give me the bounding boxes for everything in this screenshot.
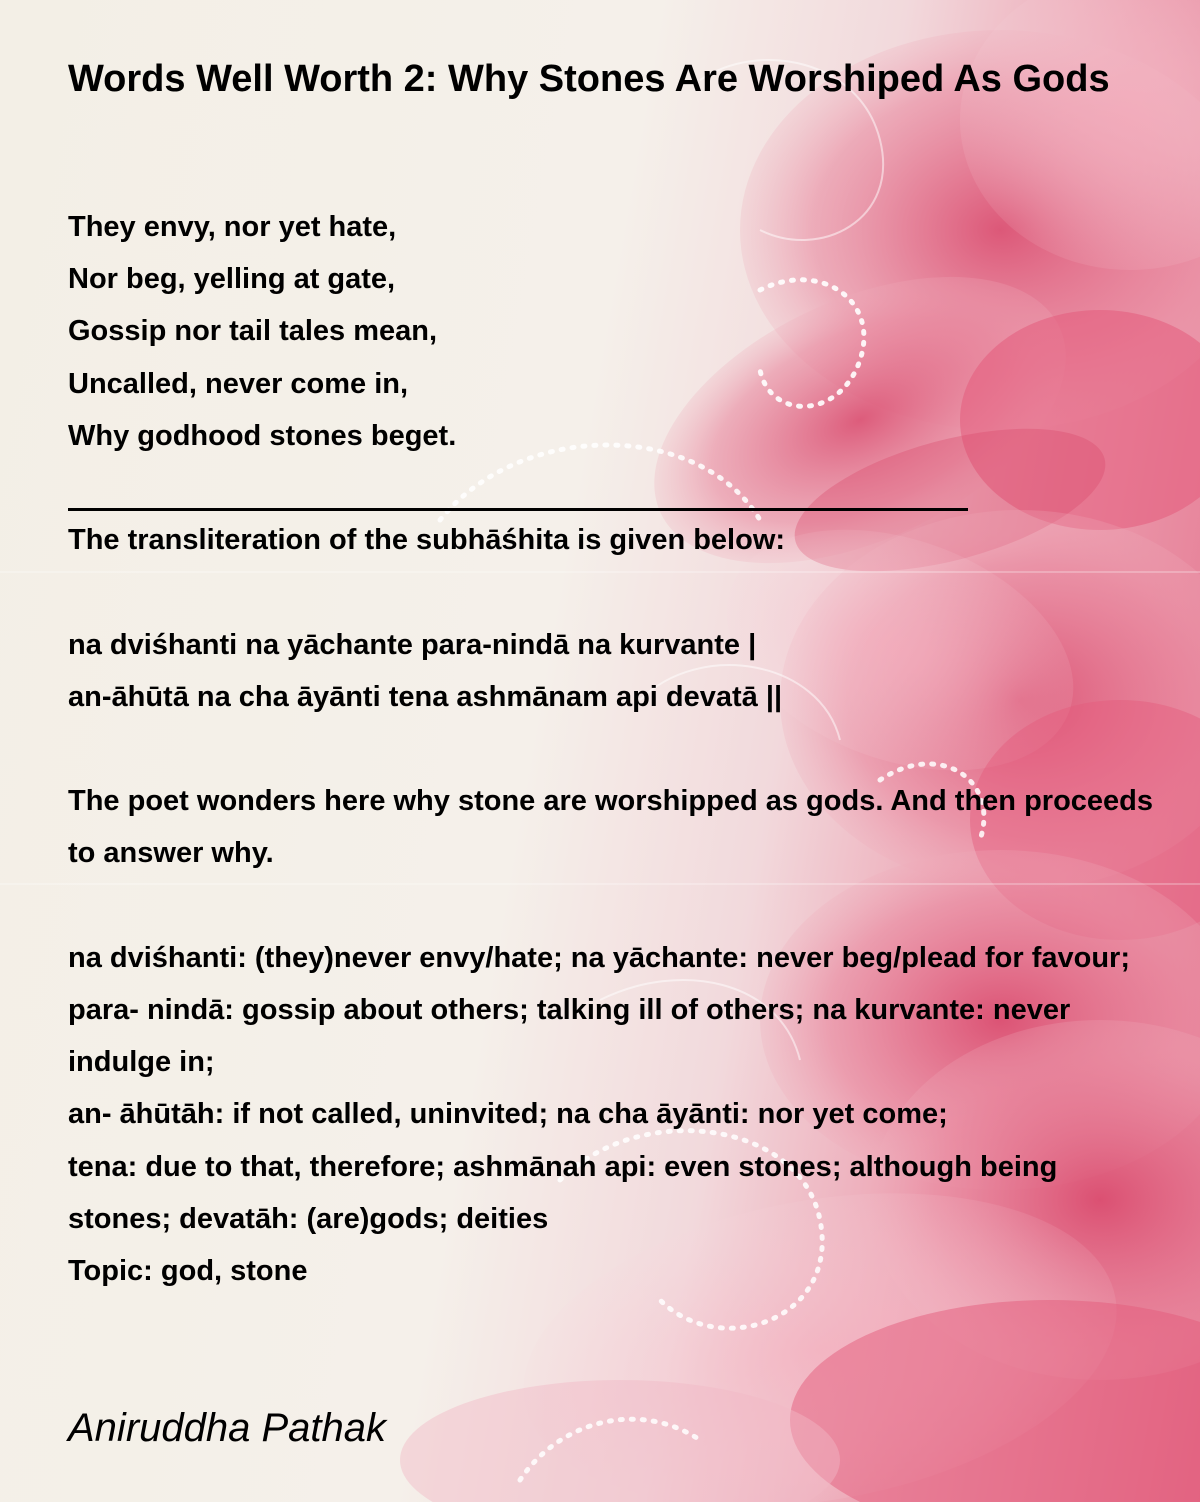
poem-title: Words Well Worth 2: Why Stones Are Worshiped As Gods <box>68 58 1110 100</box>
blank-line <box>68 723 1158 775</box>
blank-line <box>68 880 1158 932</box>
poem-line: They envy, nor yet hate, <box>68 211 397 243</box>
poem-line: Gossip nor tail tales mean, <box>68 315 438 348</box>
glossary-line: an- āhūtāh: if not called, uninvited; na cha āyānti: nor yet come; <box>68 1098 948 1131</box>
author-name: Aniruddha Pathak <box>68 1406 387 1450</box>
transliteration-line: na dviśhanti na yāchante para-nindā na kurvante | <box>68 628 757 661</box>
poem-line: Uncalled, never come in, <box>68 367 409 400</box>
poem-line: Nor beg, yelling at gate, <box>68 263 396 296</box>
poem-body <box>68 201 1158 1297</box>
glossary-line: na dviśhanti: (they)never envy/hate; na yāchante: never beg/plead for favour; <box>68 941 1130 974</box>
topic-line: Topic: god, stone <box>68 1255 308 1287</box>
transliteration-line: an-āhūtā na cha āyānti tena ashmānam api devatā || <box>68 680 783 713</box>
glossary-line: para- nindā: gossip about others; talking ill of others; na kurvante: never indulge in; <box>68 993 1071 1079</box>
poem-line: Why godhood stones beget. <box>68 419 457 452</box>
blank-line <box>68 566 1158 618</box>
commentary-paragraph: The poet wonders here why stone are worshipped as gods. And then proceeds to answer why. <box>68 785 1154 870</box>
glossary-line: tena: due to that, therefore; ashmānah api: even stones; although being stones; devatāh: (are)gods; deities <box>68 1150 1058 1235</box>
transliteration-intro: The transliteration of the subhāśhita is given below: <box>68 524 786 557</box>
horizontal-divider <box>68 462 1158 514</box>
